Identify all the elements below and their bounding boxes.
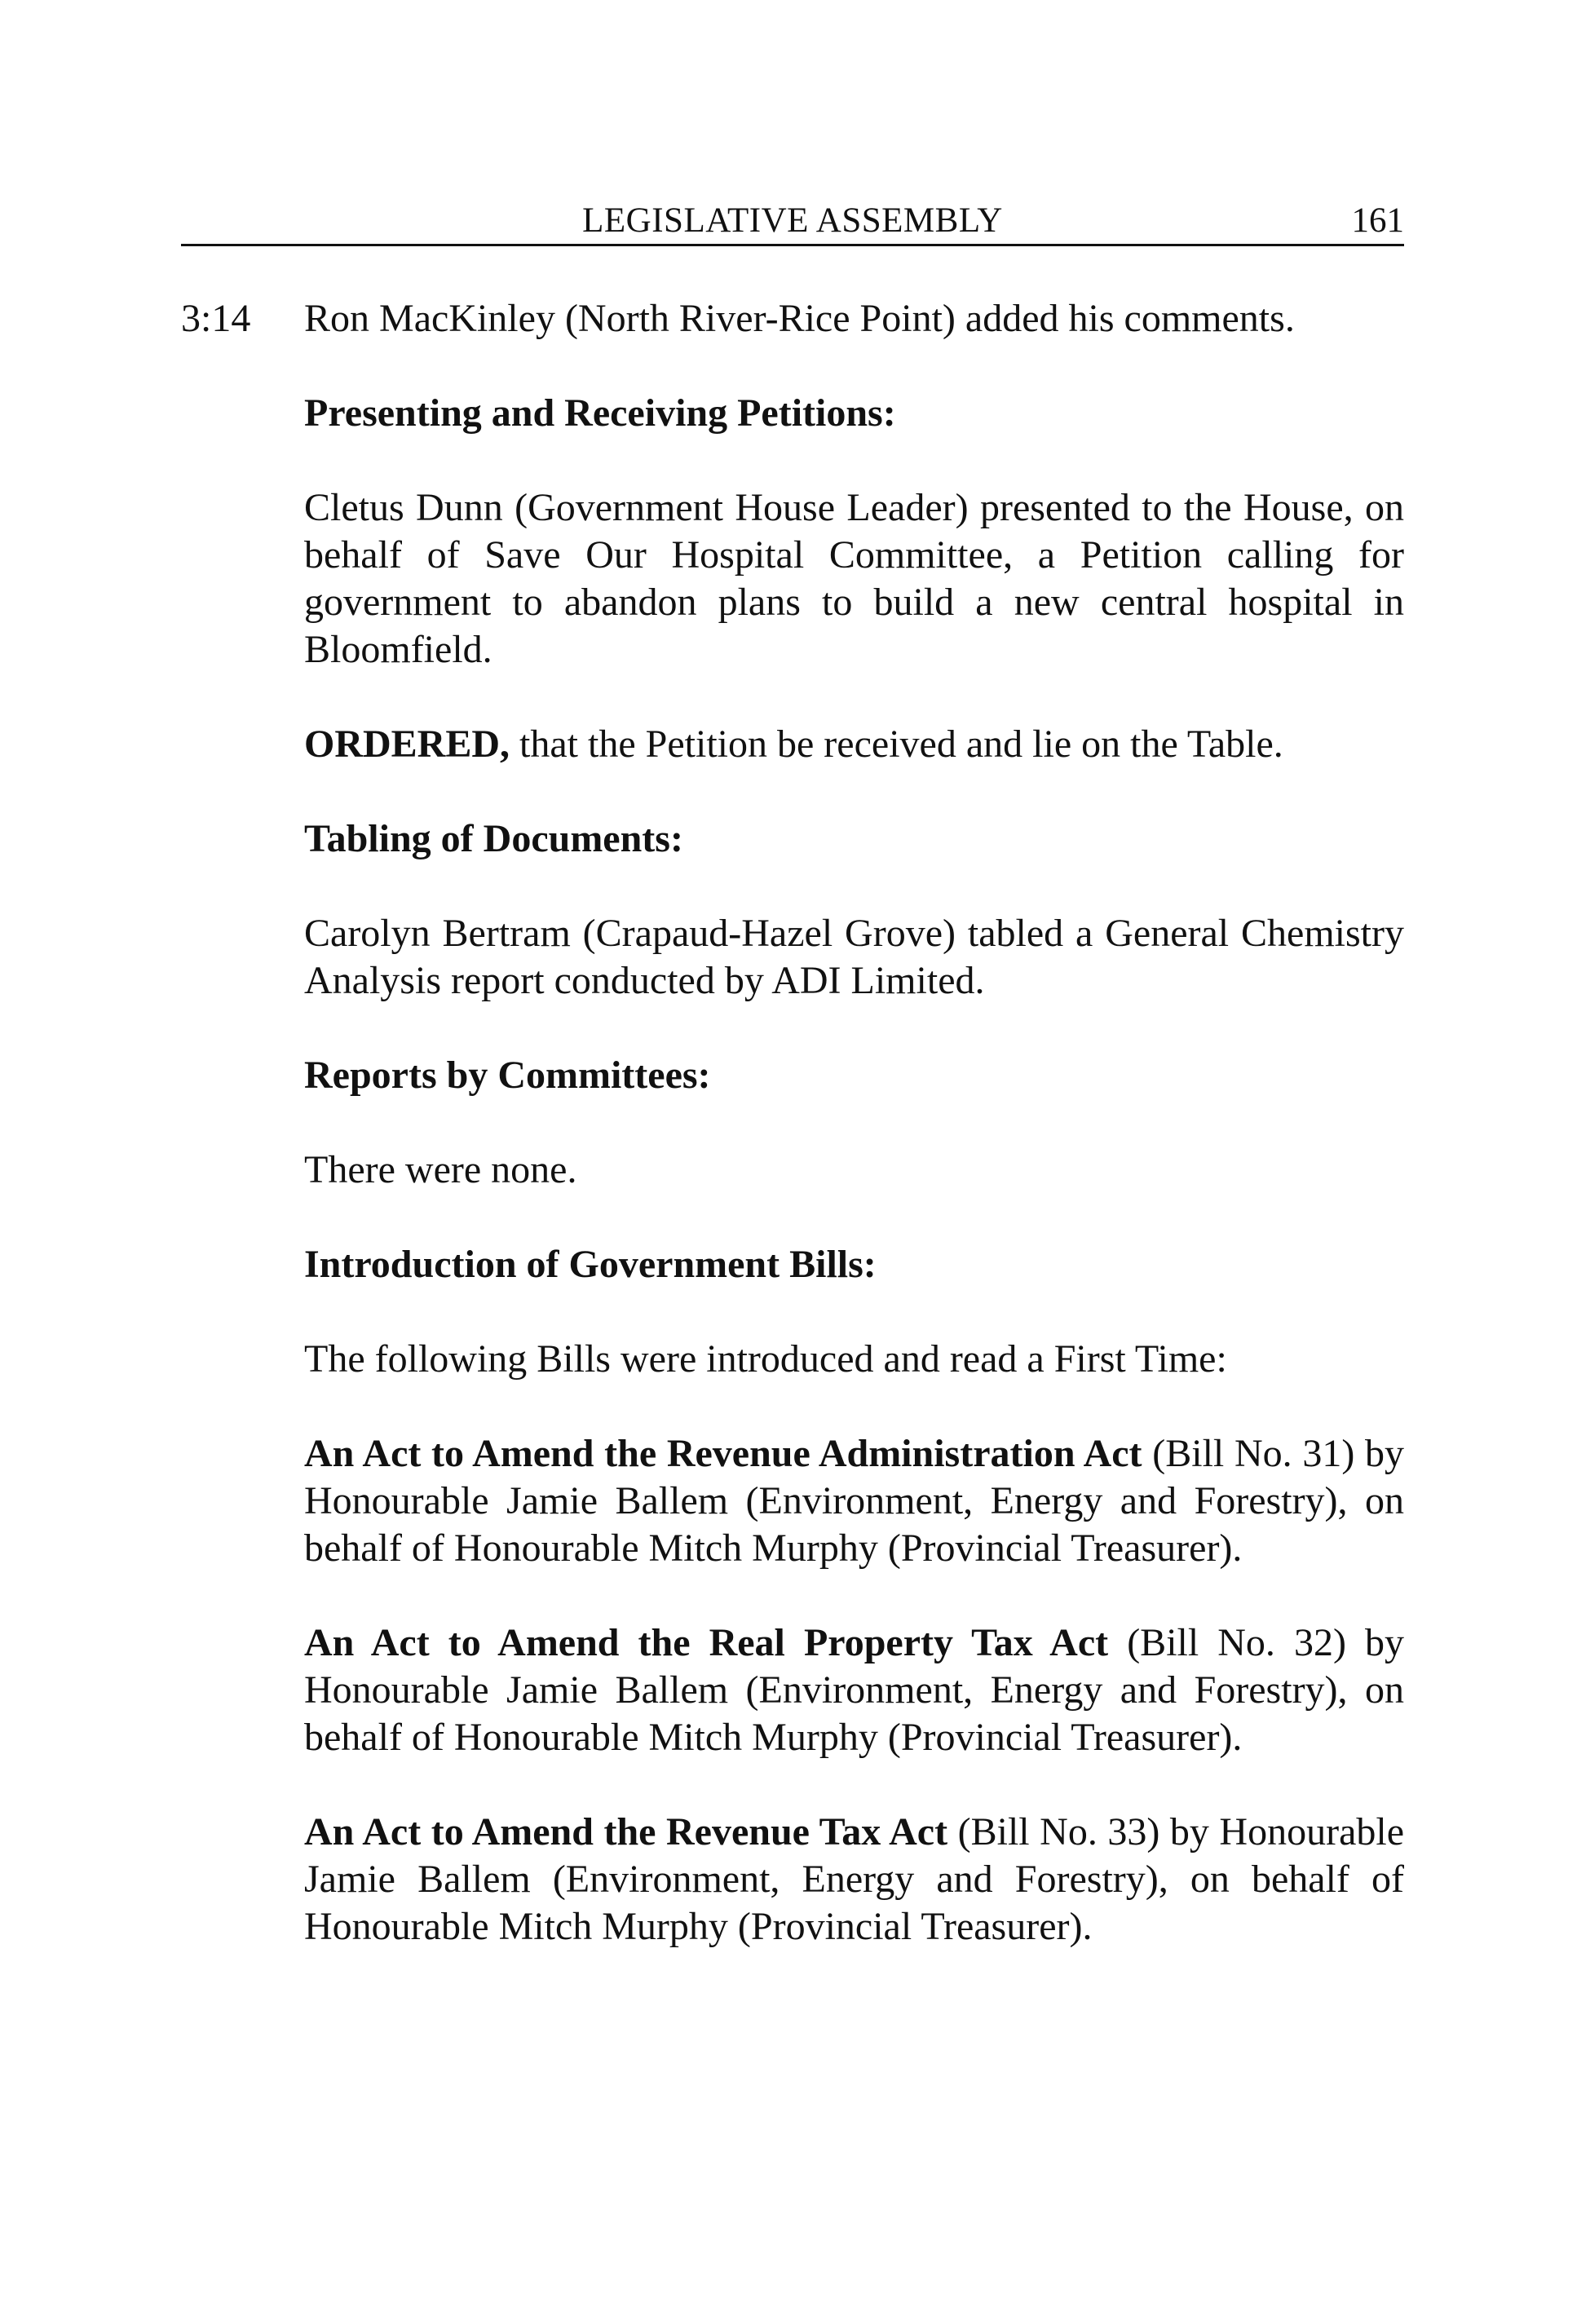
section-heading-reports: Reports by Committees:	[304, 1054, 711, 1097]
intro-line: Ron MacKinley (North River-Rice Point) added his comments.	[304, 297, 1295, 340]
ordered-text: that the Petition be received and lie on the Table.	[510, 722, 1283, 766]
ordered-paragraph	[304, 721, 1404, 768]
bill-title: An Act to Amend the Real Property Tax Act	[304, 1621, 1109, 1664]
bill-details: (Bill No. 31) by Honourable Jamie Ballem (Environment, Energy and Forestry), on behalf of Honourable Mitch Murphy (Provincial Treasurer).	[304, 1432, 1404, 1570]
bill-item	[304, 1619, 1404, 1761]
body-column	[304, 295, 1404, 1951]
bill-title: An Act to Amend the Revenue Administration Act	[304, 1432, 1142, 1475]
section-heading-tabling: Tabling of Documents:	[304, 817, 683, 860]
bill-item	[304, 1430, 1404, 1572]
header-title: LEGISLATIVE ASSEMBLY	[582, 201, 1003, 240]
reports-paragraph: There were none.	[304, 1148, 577, 1191]
ordered-keyword: ORDERED,	[304, 722, 510, 766]
tabling-paragraph: Carolyn Bertram (Crapaud-Hazel Grove) tabled a General Chemistry Analysis report conducted by ADI Limited.	[304, 912, 1404, 1002]
page-number: 161	[1351, 201, 1404, 240]
bill-details: (Bill No. 33) by Honourable Jamie Ballem (Environment, Energy and Forestry), on behalf of Honourable Mitch Murphy (Provincial Treasurer).	[304, 1810, 1405, 1948]
bill-item	[304, 1809, 1404, 1951]
bills-lead: The following Bills were introduced and read a First Time:	[304, 1337, 1227, 1381]
section-heading-petitions: Presenting and Receiving Petitions:	[304, 391, 896, 435]
bill-details: (Bill No. 32) by Honourable Jamie Ballem (Environment, Energy and Forestry), on behalf of Honourable Mitch Murphy (Provincial Treasurer).	[304, 1621, 1404, 1759]
petition-paragraph: Cletus Dunn (Government House Leader) presented to the House, on behalf of Save Our Hospital Committee, a Petition calling for government to abandon plans to build a new central hospital in Bloomfield.	[304, 486, 1404, 671]
section-heading-bills: Introduction of Government Bills:	[304, 1243, 877, 1286]
running-header	[181, 198, 1404, 246]
time-stamp: 3:14	[181, 297, 251, 340]
bill-title: An Act to Amend the Revenue Tax Act	[304, 1810, 948, 1853]
